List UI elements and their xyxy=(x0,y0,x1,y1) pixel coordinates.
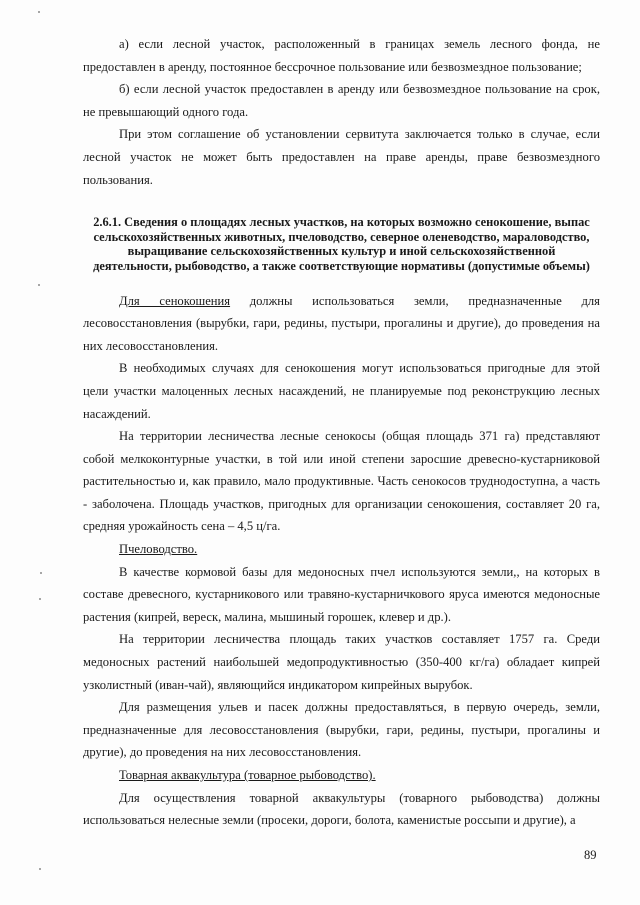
paragraph-haymaking-intro xyxy=(83,290,600,358)
scan-speck xyxy=(38,284,40,286)
scan-speck xyxy=(39,598,41,600)
paragraph-servitude-a: а) если лесной участок, расположенный в границах земель лесного фонда, не предоставлен в аренду, постоянное бессрочное пользование или безвозмездное пользование; xyxy=(83,37,600,74)
paragraph-beekeeping-base: В качестве кормовой базы для медоносных пчел используются земли,, на которых в составе древесного, кустарникового или травяно-кустарничкового яруса имеются медоносные растения (кипрей, вереск, малина, мышиный горошек, клевер и др.). xyxy=(83,564,600,624)
page-number: 89 xyxy=(584,848,597,862)
paragraph-servitude-b: б) если лесной участок предоставлен в аренду или безвозмездное пользование на срок, не превышающий одного года. xyxy=(83,82,600,119)
paragraph-beekeeping-territory: На территории лесничества площадь таких участков составляет 1757 га. Среди медоносных растений наибольшей медопродуктивностью (350-400 кг/га) обладает кипрей узколистный (иван-чай), являющийся индикатором кипрейных вырубок. xyxy=(83,632,600,692)
section-heading: 2.6.1. Сведения о площадях лесных участков, на которых возможно сенокошение, выпас сельскохозяйственных животных, пчеловодство, северное оленеводство, мараловодство, выращивание сельскохозяйственных культур и иной сельскохозяйственной деятельности, рыбоводство, а также соответствующие нормативы (допустимые объемы) xyxy=(93,215,590,273)
paragraph-haymaking-territory: На территории лесничества лесные сенокосы (общая площадь 371 га) представляют собой мелкоконтурные участки, в той или иной степени заросшие древесно-кустарниковой растительностью и, как правило, мало продуктивные. Часть сенокосов труднодоступна, а часть - заболочена. Площадь участков, пригодных для организации сенокошения, составляет 20 га, средняя урожайность сена – 4,5 ц/га. xyxy=(83,429,600,534)
subheading-beekeeping xyxy=(83,538,600,561)
beekeeping-label: Пчеловодство. xyxy=(119,542,198,557)
paragraph-servitude-condition: При этом соглашение об установлении сервитута заключается только в случае, если лесной участок не может быть предоставлен на праве аренды, праве безвозмездного пользования. xyxy=(83,127,600,187)
paragraph-aquaculture: Для осуществления товарной аквакультуры (товарного рыбоводства) должны использоваться нелесные земли (просеки, дороги, болота, каменистые россыпи и другие), а xyxy=(83,790,600,828)
haymaking-intro-text: должны использоваться земли, предназначенные для лесовосстановления (вырубки, гари, редины, пустыри, прогалины и другие), до проведения на них лесовосстановления. xyxy=(83,293,600,353)
scan-speck xyxy=(39,868,41,870)
haymaking-underlined-label: Для сенокошения xyxy=(119,293,231,308)
subheading-aquaculture xyxy=(83,764,600,787)
paragraph-haymaking-cases: В необходимых случаях для сенокошения могут использоваться пригодные для этой цели участки малоценных лесных насаждений, не планируемые под реконструкцию лесных насаждений. xyxy=(83,361,600,421)
aquaculture-label: Товарная аквакультура (товарное рыбоводство). xyxy=(119,768,376,782)
paragraph-beekeeping-hives: Для размещения ульев и пасек должны предоставляться, в первую очередь, земли, предназначенные для лесовосстановления (вырубки, гари, редины, пустыри, прогалины и другие), до проведения на них лесовосстановления. xyxy=(83,700,600,760)
scan-speck xyxy=(38,11,40,13)
page-content xyxy=(83,33,600,832)
scan-speck xyxy=(40,572,42,574)
